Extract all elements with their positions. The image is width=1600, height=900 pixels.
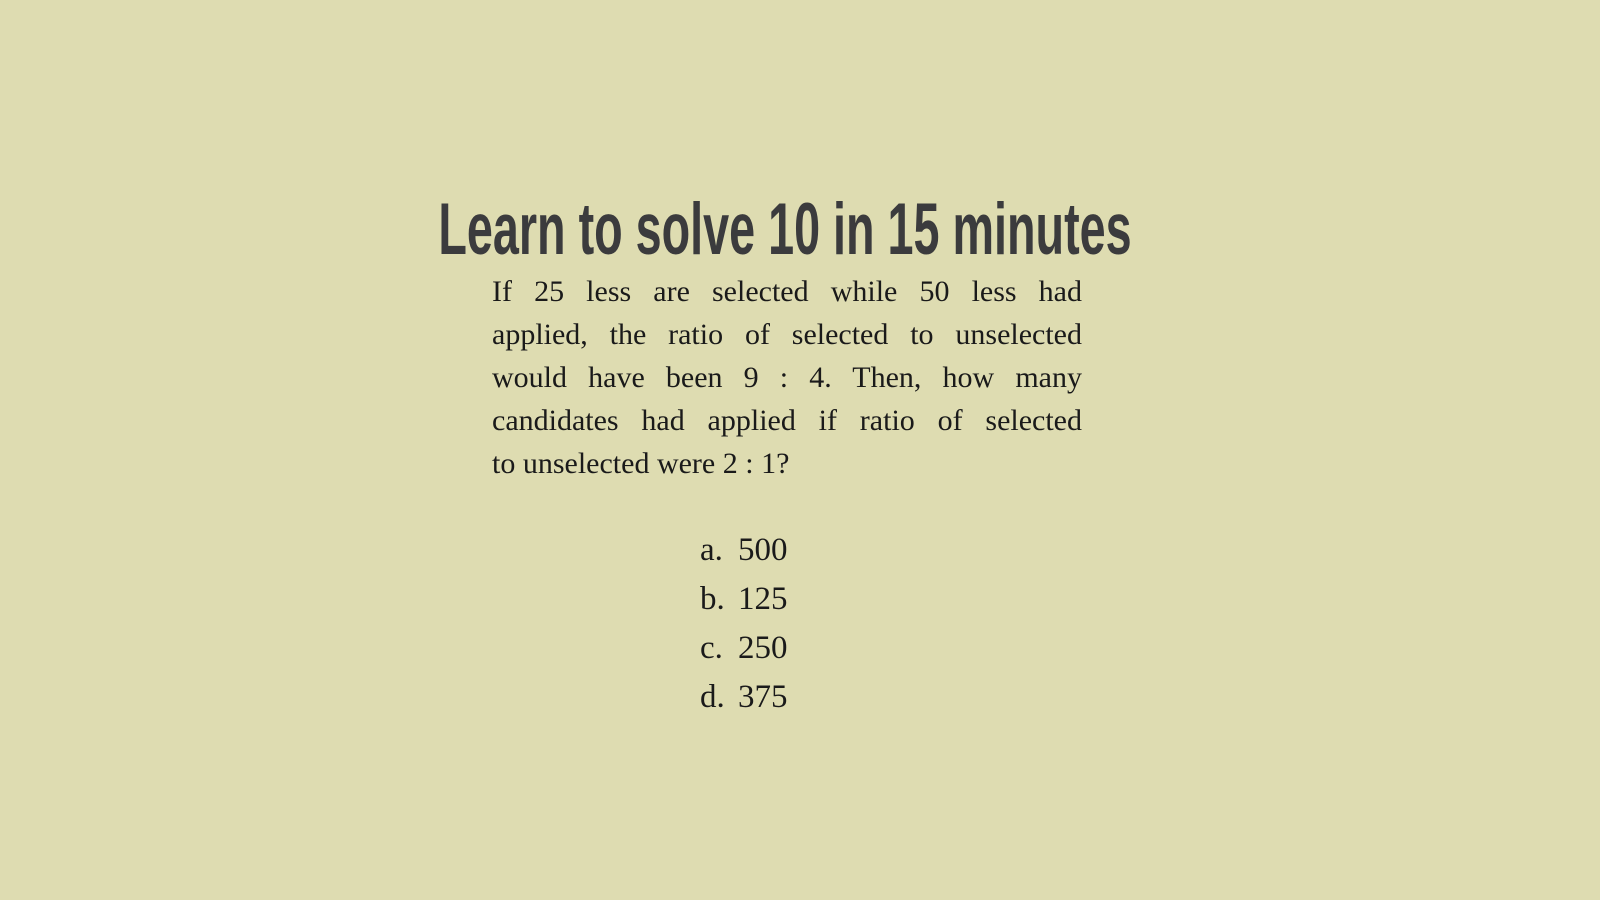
option-label: a.	[700, 532, 723, 568]
question-line: applied, the ratio of selected to unselected	[492, 318, 1082, 351]
option-c	[700, 624, 788, 673]
option-d	[700, 673, 788, 722]
option-label: d.	[700, 679, 725, 715]
option-label: c.	[700, 630, 723, 666]
question-line: to unselected were 2 : 1?	[492, 447, 790, 480]
option-label: b.	[700, 581, 725, 617]
question-text	[492, 270, 1082, 485]
slide-title: Learn to solve 10 in 15 minutes	[438, 188, 1132, 270]
option-value: 500	[738, 532, 788, 568]
option-a	[700, 526, 788, 575]
option-value: 125	[738, 581, 788, 617]
options-list	[700, 526, 788, 722]
option-b	[700, 575, 788, 624]
option-value: 250	[738, 630, 788, 666]
question-line: would have been 9 : 4. Then, how many	[492, 361, 1082, 394]
question-line: candidates had applied if ratio of selected	[492, 404, 1082, 437]
option-value: 375	[738, 679, 788, 715]
question-line: If 25 less are selected while 50 less had	[492, 275, 1082, 308]
